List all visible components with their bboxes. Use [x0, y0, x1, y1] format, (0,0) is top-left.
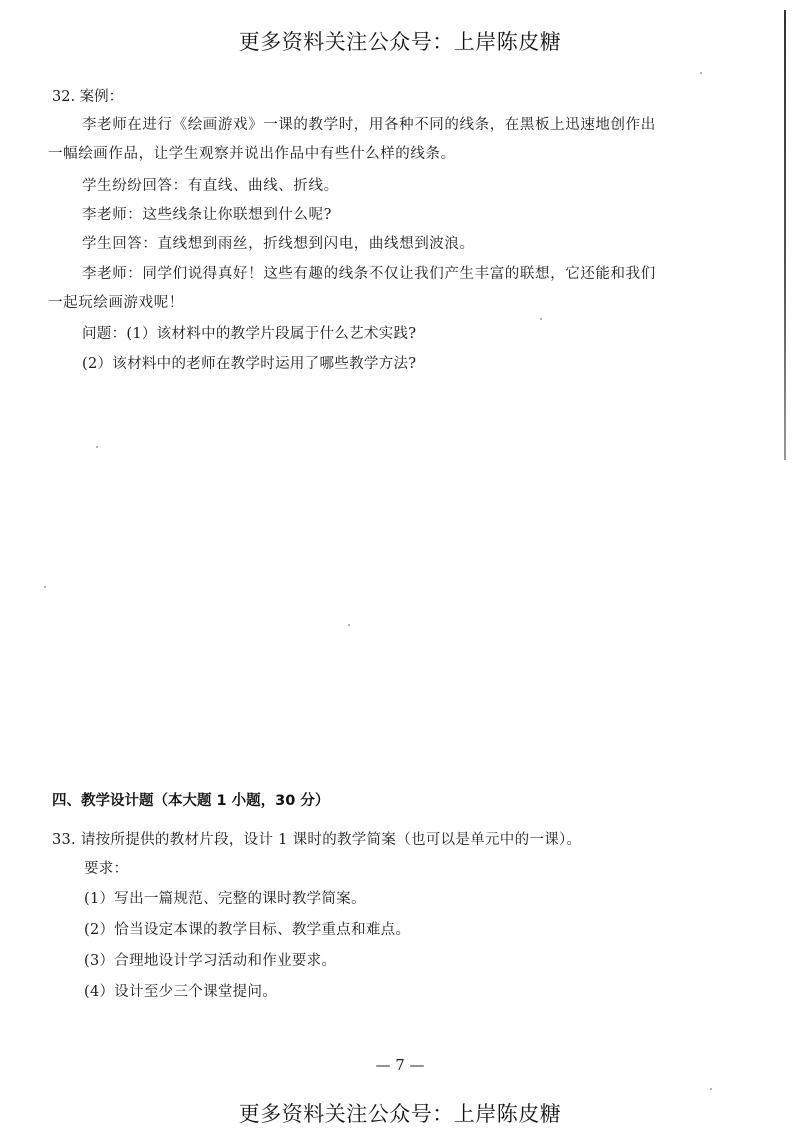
requirement-item: (4）设计至少三个课堂提问。 — [84, 984, 278, 1000]
scan-speck — [700, 72, 702, 74]
question-33-intro: 33. 请按所提供的教材片段，设计 1 课时的教学简案（也可以是单元中的一课）。 — [52, 832, 582, 848]
scan-edge-mark — [784, 10, 786, 460]
question-32-part-1: 问题：(1）该材料中的教学片段属于什么艺术实践? — [82, 326, 417, 342]
requirements-label: 要求： — [84, 861, 129, 877]
footer-banner: 更多资料关注公众号：上岸陈皮糖 — [238, 1102, 562, 1126]
page-number: — 7 — — [375, 1056, 425, 1074]
case-paragraph: 一幅绘画作品，让学生观察并说出作品中有些什么样的线条。 — [48, 146, 456, 162]
case-paragraph: 李老师：同学们说得真好！这些有趣的线条不仅让我们产生丰富的联想，它还能和我们 — [82, 266, 656, 282]
section-4-heading: 四、教学设计题（本大题 1 小题，30 分） — [52, 793, 330, 809]
requirement-item: (3）合理地设计学习活动和作业要求。 — [84, 953, 337, 969]
requirement-item: (2）恰当设定本课的教学目标、教学重点和难点。 — [84, 922, 411, 938]
case-paragraph: 李老师在进行《绘画游戏》一课的教学时，用各种不同的线条，在黑板上迅速地创作出 — [82, 117, 656, 133]
case-paragraph: 一起玩绘画游戏呢！ — [48, 295, 184, 311]
scan-speck — [96, 446, 98, 448]
scan-speck — [348, 624, 350, 626]
case-paragraph: 李老师：这些线条让你联想到什么呢? — [82, 207, 332, 223]
question-32-part-2: (2）该材料中的老师在教学时运用了哪些教学方法? — [82, 356, 417, 372]
question-32-number: 32. 案例： — [52, 89, 124, 105]
header-banner: 更多资料关注公众号：上岸陈皮糖 — [238, 30, 562, 54]
scan-speck — [44, 586, 46, 588]
case-paragraph: 学生纷纷回答：有直线、曲线、折线。 — [82, 178, 339, 194]
case-paragraph: 学生回答：直线想到雨丝，折线想到闪电，曲线想到波浪。 — [82, 236, 475, 252]
scan-speck — [710, 1088, 712, 1090]
scan-speck — [540, 318, 542, 320]
requirement-item: (1）写出一篇规范、完整的课时教学简案。 — [84, 891, 366, 907]
